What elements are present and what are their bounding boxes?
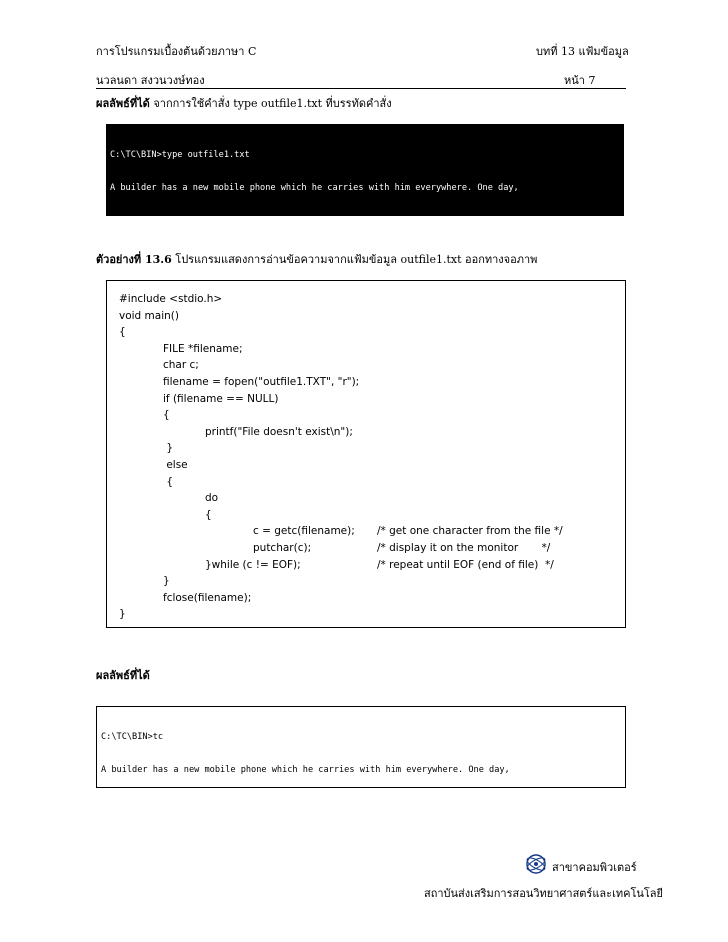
code-line: else	[163, 459, 188, 471]
result1-caption	[96, 94, 392, 112]
code-line: #include <stdio.h>	[119, 293, 223, 305]
console-output-2	[96, 706, 626, 788]
code-line: {	[205, 508, 212, 521]
header-left-title: การโปรแกรมเบื้องต้นด้วยภาษา C	[96, 45, 257, 58]
code-line: {	[163, 475, 174, 488]
header-page-number: หน้า 7	[564, 74, 596, 87]
code-line: void main()	[119, 309, 179, 322]
code-line: if (filename == NULL)	[163, 392, 279, 405]
code-line: filename = fopen("outfile1.TXT", "r");	[163, 376, 360, 388]
code-line: }	[119, 608, 126, 621]
code-comment: /* get one character from the file */	[377, 525, 563, 538]
footer-department: สาขาคอมพิวเตอร์	[552, 861, 637, 874]
result1-caption-bold: ผลลัพธ์ที่ได้	[96, 97, 150, 110]
console-line: C:\TC\BIN>tc	[101, 732, 164, 742]
result2-caption: ผลลัพธ์ที่ได้	[96, 669, 150, 682]
console-line: C:\TC\BIN>type outfile1.txt	[110, 150, 250, 160]
console-line: A builder has a new mobile phone which he carries with him everywhere. One day,	[110, 183, 519, 193]
code-comment: /* display it on the monitor */	[377, 542, 551, 554]
code-line: }	[163, 575, 170, 588]
code-comment: /* repeat until EOF (end of file) */	[377, 558, 554, 571]
code-line: do	[205, 492, 219, 505]
result1-caption-text: จากการใช้คำสั่ง type outfile1.txt ที่บรรทัดคำสั่ง	[149, 97, 392, 110]
example-caption	[96, 250, 537, 268]
example-caption-text: โปรแกรมแสดงการอ่านข้อความจากแฟ้มข้อมูล outfile1.txt ออกทางจอภาพ	[171, 253, 538, 266]
footer-institute: สถาบันส่งเสริมการสอนวิทยาศาสตร์และเทคโนโลยี	[424, 887, 663, 900]
code-line: char c;	[163, 359, 199, 372]
console-line: A builder has a new mobile phone which he carries with him everywhere. One day,	[101, 765, 510, 775]
ipst-logo-icon	[525, 853, 547, 875]
code-listing	[106, 280, 626, 628]
header-chapter: บทที่ 13 แฟ้มข้อมูล	[536, 45, 629, 58]
code-line: {	[163, 409, 170, 422]
code-line: }while (c != EOF);	[205, 558, 301, 571]
console-output-1	[106, 124, 624, 216]
code-line: FILE *filename;	[163, 342, 243, 355]
code-line: c = getc(filename);	[253, 525, 355, 538]
example-caption-bold: ตัวอย่างที่ 13.6	[96, 253, 172, 266]
header-author: นวลนดา สงวนวงษ์ทอง	[96, 74, 205, 87]
code-line: fclose(filename);	[163, 591, 252, 604]
code-line: printf("File doesn't exist\n");	[205, 425, 353, 438]
header-rule	[96, 88, 626, 89]
code-line: }	[163, 442, 174, 455]
code-line: {	[119, 326, 126, 339]
code-line: putchar(c);	[253, 542, 312, 554]
